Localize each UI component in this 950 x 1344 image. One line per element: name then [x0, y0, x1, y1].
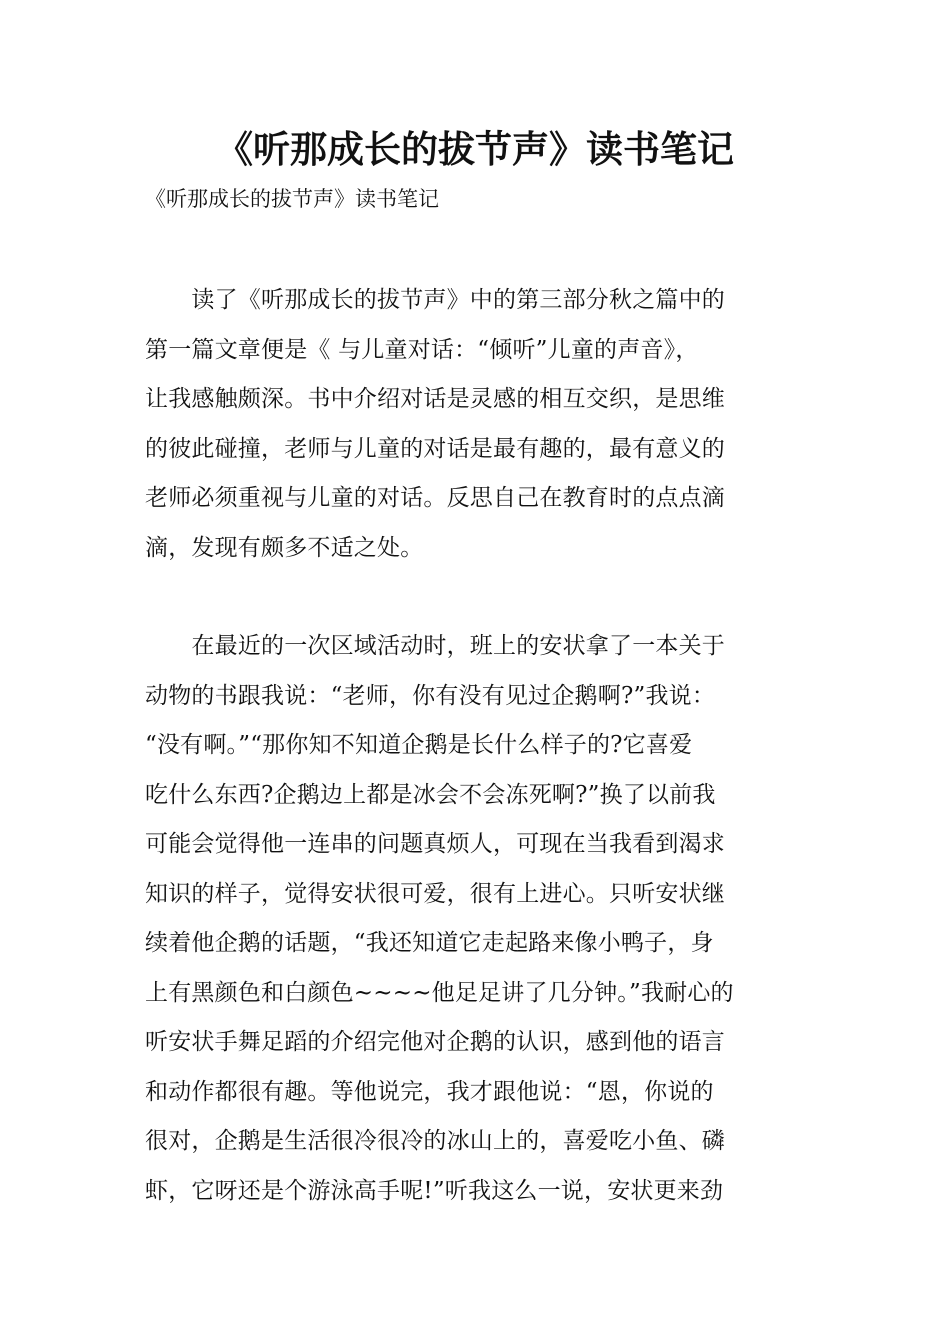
text-line: 虾，它呀还是个游泳高手呢!”听我这么一说，安状更来劲: [145, 1177, 724, 1204]
document-title: 《听那成长的拔节声》读书笔记: [216, 128, 734, 171]
text-line: 吃什么东西?企鹅边上都是冰会不会冻死啊?”换了以前我: [145, 781, 716, 808]
text-line: 在最近的一次区域活动时，班上的安状拿了一本关于: [145, 633, 725, 659]
text-line: 老师必须重视与儿童的对话。反思自己在教育时的点点滴: [145, 485, 725, 511]
text-line: 续着他企鹅的话题，“我还知道它走起路来像小鸭子，身: [145, 930, 714, 956]
text-line: “没有啊。”“那你知不知道企鹅是长什么样子的?它喜爱: [145, 732, 693, 758]
document-subtitle: 《听那成长的拔节声》读书笔记: [145, 187, 439, 211]
text-line: 动物的书跟我说：“老师，你有没有见过企鹅啊?”我说：: [145, 682, 716, 709]
text-line: 听安状手舞足蹈的介绍完他对企鹅的认识，感到他的语言: [145, 1029, 725, 1055]
text-line: 和动作都很有趣。等他说完，我才跟他说：“恩，你说的: [145, 1078, 714, 1105]
text-line: 滴，发现有颇多不适之处。: [145, 534, 424, 561]
paragraph-1: [145, 276, 809, 573]
paragraph-2: [145, 622, 809, 1216]
text-line: 可能会觉得他一连串的问题真烦人，可现在当我看到渴求: [145, 831, 725, 857]
text-line: 让我感触颇深。书中介绍对话是灵感的相互交织，是思维: [145, 386, 725, 412]
text-line: 知识的样子，觉得安状很可爱，很有上进心。只听安状继: [145, 880, 725, 907]
text-line: 很对，企鹅是生活很冷很冷的冰山上的，喜爱吃小鱼、磷: [145, 1128, 725, 1154]
text-line: 读了《听那成长的拔节声》中的第三部分秋之篇中的: [145, 287, 725, 313]
text-line: 第一篇文章便是《 与儿童对话：“倾听”儿童的声音》，: [145, 336, 699, 363]
text-line: 上有黑颜色和白颜色~~~~他足足讲了几分钟。”我耐心的: [145, 979, 734, 1006]
text-line: 的彼此碰撞，老师与儿童的对话是最有趣的，最有意义的: [145, 435, 725, 462]
